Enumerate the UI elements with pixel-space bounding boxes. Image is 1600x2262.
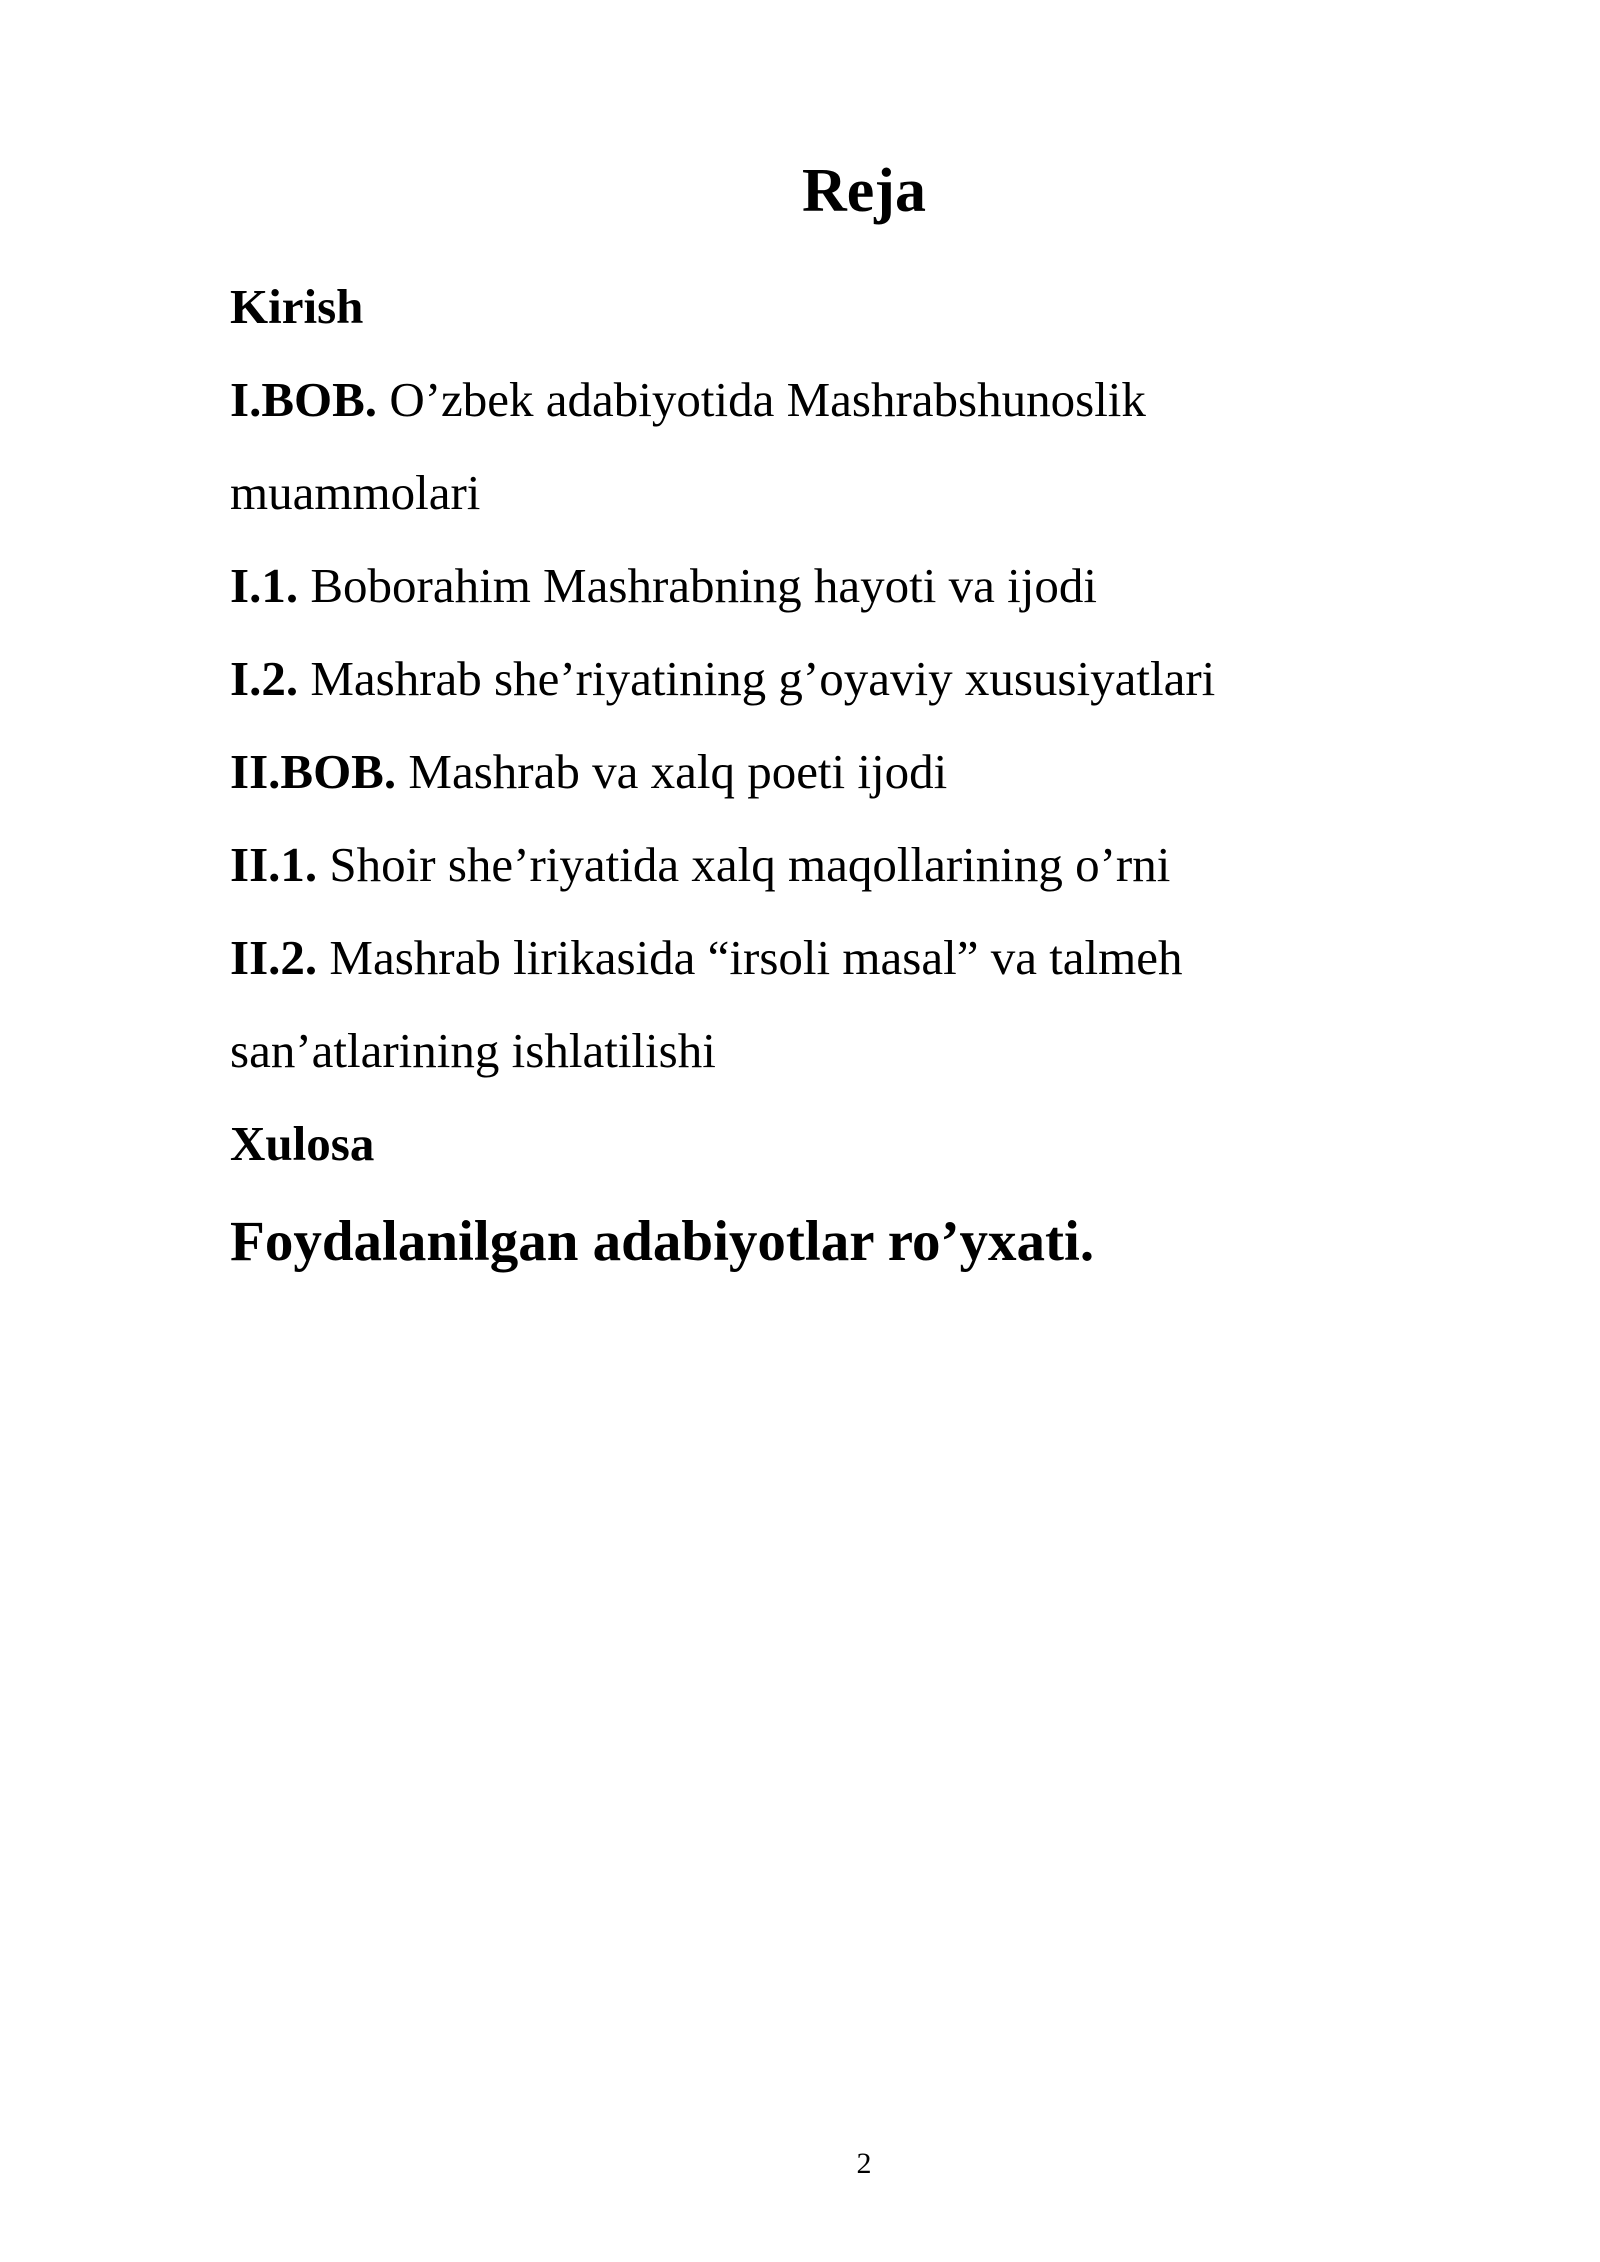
toc-item-number: II.2. [230,930,318,985]
toc-item-text: muammolari [230,465,481,520]
toc-item-number: II.1. [230,837,318,892]
toc-item-chapter-2 [230,725,1400,818]
toc-item-section-1-2 [230,632,1400,725]
toc-item-text: Boborahim Mashrabning hayoti va ijodi [298,558,1097,613]
toc-item-chapter-1 [230,353,1400,446]
toc-item-chapter-1-continued [230,446,1400,539]
toc-item-text: san’atlarining ishlatilishi [230,1023,716,1078]
page-title: Reja [802,157,926,225]
toc-item-kirish [230,260,1400,353]
toc-item-xulosa [230,1097,1400,1190]
toc-item-number: I.BOB. [230,372,378,427]
toc-item-text: Kirish [230,279,364,334]
toc-item-number: I.2. [230,651,299,706]
toc-item-section-1-1 [230,539,1400,632]
toc-item-text: Xulosa [230,1116,375,1171]
table-of-contents [230,260,1400,1292]
toc-item-text: O’zbek adabiyotida Mashrabshunoslik [377,372,1146,427]
toc-item-text: Mashrab she’riyatining g’oyaviy xususiyatlari [298,651,1216,706]
toc-item-text: Mashrab va xalq poeti ijodi [396,744,948,799]
page-number: 2 [856,2147,872,2180]
toc-item-text: Shoir she’riyatida xalq maqollarining o’rni [317,837,1171,892]
toc-item-section-2-2-continued [230,1004,1400,1097]
toc-item-number: II.BOB. [230,744,397,799]
toc-item-section-2-2 [230,911,1400,1004]
toc-item-text: Foydalanilgan adabiyotlar ro’yxati. [230,1210,1095,1273]
toc-item-text: Mashrab lirikasida “irsoli masal” va talmeh [317,930,1183,985]
toc-item-number: I.1. [230,558,299,613]
toc-item-bibliography [230,1192,1400,1292]
toc-item-section-2-1 [230,818,1400,911]
